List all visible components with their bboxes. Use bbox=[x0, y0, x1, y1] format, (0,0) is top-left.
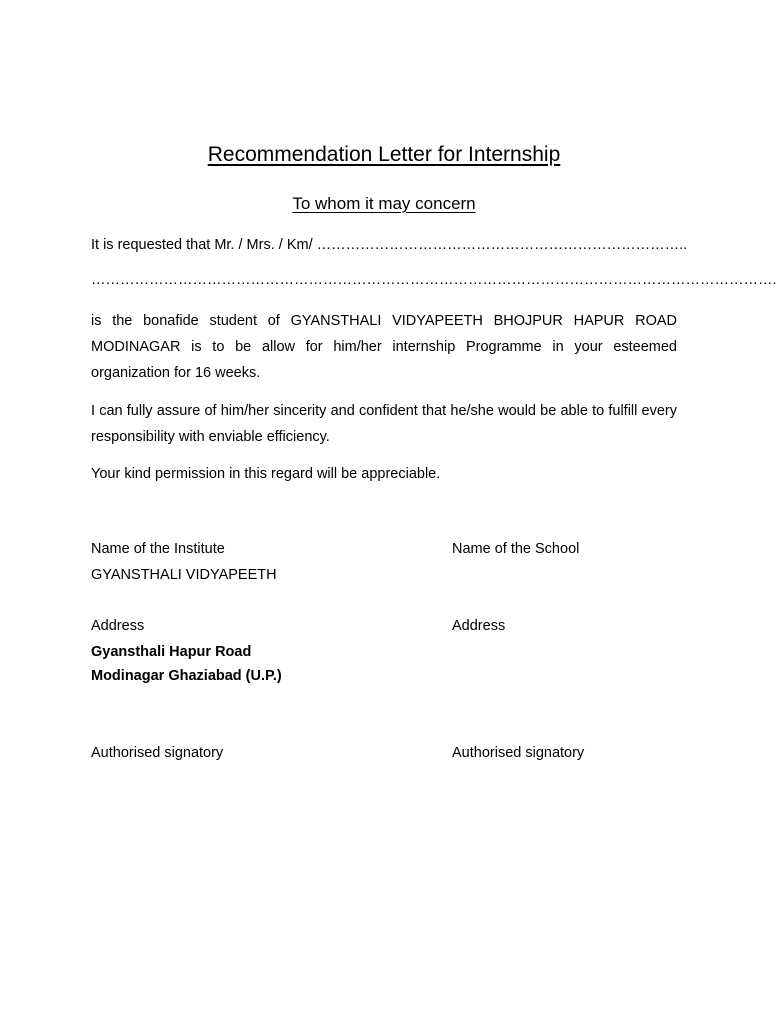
paragraph-closing: Your kind permission in this regard will be appreciable. bbox=[91, 466, 441, 482]
institute-name-value: GYANSTHALI VIDYAPEETH bbox=[91, 567, 277, 583]
school-name-label: Name of the School bbox=[452, 541, 580, 557]
institute-address-line2: Modinagar Ghaziabad (U.P.) bbox=[91, 668, 282, 684]
institute-address-label: Address bbox=[91, 618, 145, 634]
blank-fill-line: ……………………………………………………………………………………………………………………………. bbox=[91, 272, 777, 288]
letter-salutation: To whom it may concern bbox=[292, 194, 476, 213]
paragraph-assurance: I can fully assure of him/her sincerity and confident that he/she would be able to fulfill every responsibility with enviable efficiency. bbox=[91, 403, 677, 445]
institute-name-label: Name of the Institute bbox=[91, 541, 225, 557]
letter-title: Recommendation Letter for Internship bbox=[207, 143, 561, 166]
school-signatory: Authorised signatory bbox=[452, 745, 585, 761]
institute-signatory: Authorised signatory bbox=[91, 745, 224, 761]
paragraph-student-details: is the bonafide student of GYANSTHALI VIDYAPEETH BHOJPUR HAPUR ROAD MODINAGAR is to be allow for him/her internship Programme in your esteemed organization for 16 weeks. bbox=[91, 313, 677, 381]
request-line: It is requested that Mr. / Mrs. / Km/ ………………………………………………………………….. bbox=[91, 237, 688, 253]
school-address-label: Address bbox=[452, 618, 506, 634]
institute-address-line1: Gyansthali Hapur Road bbox=[91, 644, 252, 660]
